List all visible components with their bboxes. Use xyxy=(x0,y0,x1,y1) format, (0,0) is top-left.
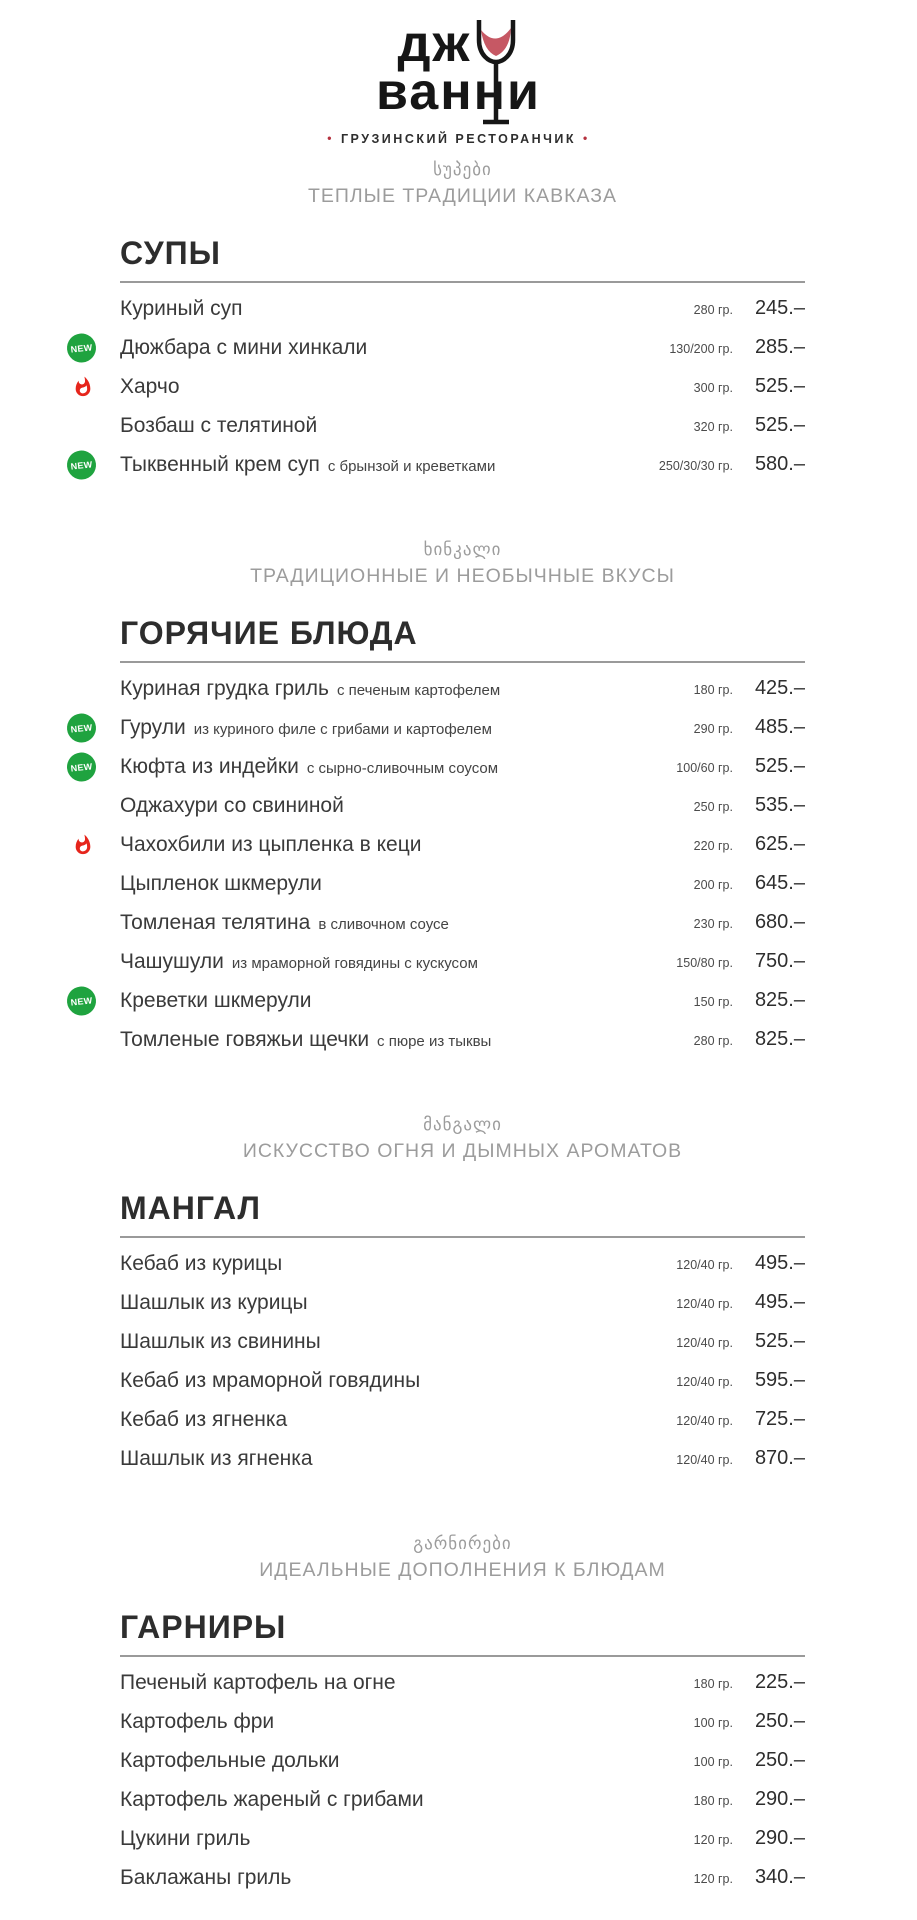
item-price: 535.– xyxy=(754,794,805,816)
logo-line1-text: дж xyxy=(397,15,472,73)
section-items xyxy=(70,669,805,1059)
item-name: Шашлык из свинины xyxy=(120,1329,321,1353)
item-weight: 120/40 гр. xyxy=(676,1297,733,1311)
item-price: 245.– xyxy=(754,297,805,319)
menu-item-row xyxy=(70,328,805,367)
tagline-right-dot: • xyxy=(583,131,590,145)
item-price: 825.– xyxy=(754,989,805,1011)
item-desc: с пюре из тыквы xyxy=(377,1032,492,1050)
menu-item-row xyxy=(120,1702,805,1741)
section-subtitle: ТЕПЛЫЕ ТРАДИЦИИ КАВКАЗА xyxy=(307,185,618,207)
menu-item-row xyxy=(120,825,805,864)
item-price: 495.– xyxy=(754,1291,805,1313)
menu-item-row xyxy=(120,289,805,328)
item-price: 250.– xyxy=(754,1710,805,1732)
item-name: Куриная грудка гриль xyxy=(120,676,329,700)
item-name: Тыквенный крем суп xyxy=(120,452,320,476)
item-price: 340.– xyxy=(754,1866,805,1888)
menu-item-row xyxy=(70,445,805,484)
item-price: 425.– xyxy=(754,677,805,699)
item-weight: 230 гр. xyxy=(693,917,733,931)
item-name: Шашлык из ягненка xyxy=(120,1446,313,1470)
section-group-header xyxy=(120,1534,805,1582)
item-price: 525.– xyxy=(754,755,805,777)
item-price: 625.– xyxy=(754,833,805,855)
section-title: МАНГАЛ xyxy=(120,1190,261,1226)
new-badge xyxy=(66,332,98,364)
section-georgian: სუპები xyxy=(433,160,492,179)
menu-item-row xyxy=(120,1741,805,1780)
wine-glass-icon xyxy=(473,18,519,130)
menu-item-row xyxy=(120,1020,805,1059)
menu-item-row xyxy=(120,406,805,445)
section-georgian: ხინკალი xyxy=(423,540,502,559)
item-weight: 150 гр. xyxy=(693,995,733,1009)
new-badge xyxy=(66,449,98,481)
item-name: Гурули xyxy=(120,715,186,739)
flame-icon xyxy=(72,374,94,400)
item-weight: 100/60 гр. xyxy=(676,761,733,775)
menu-section xyxy=(120,1534,805,1897)
item-price: 285.– xyxy=(754,336,805,358)
item-weight: 250 гр. xyxy=(693,800,733,814)
item-name: Кебаб из ягненка xyxy=(120,1407,288,1431)
item-name: Картофель фри xyxy=(120,1709,275,1733)
menu-sections xyxy=(70,160,805,1897)
item-weight: 120 гр. xyxy=(693,1833,733,1847)
item-weight: 120/40 гр. xyxy=(676,1258,733,1272)
item-name: Кебаб из курицы xyxy=(120,1251,283,1275)
item-weight: 280 гр. xyxy=(693,303,733,317)
item-name: Креветки шкмерули xyxy=(120,988,312,1012)
item-name: Куриный суп xyxy=(120,296,243,320)
item-price: 525.– xyxy=(754,414,805,436)
section-subtitle: ИДЕАЛЬНЫЕ ДОПОЛНЕНИЯ К БЛЮДАМ xyxy=(259,1559,666,1581)
section-items xyxy=(120,1663,805,1897)
logo-line2-text: ванни xyxy=(376,63,541,121)
menu-section xyxy=(70,160,805,484)
menu-item-row xyxy=(120,1819,805,1858)
menu-item-row xyxy=(120,942,805,981)
item-price: 750.– xyxy=(754,950,805,972)
item-name: Баклажаны гриль xyxy=(120,1865,292,1889)
item-price: 595.– xyxy=(754,1369,805,1391)
item-price: 485.– xyxy=(754,716,805,738)
item-weight: 180 гр. xyxy=(693,1794,733,1808)
section-title: СУПЫ xyxy=(120,235,221,271)
item-weight: 120/40 гр. xyxy=(676,1453,733,1467)
section-items xyxy=(70,289,805,484)
section-divider xyxy=(120,661,805,663)
item-weight: 250/30/30 гр. xyxy=(658,459,733,473)
item-weight: 220 гр. xyxy=(693,839,733,853)
new-badge-label: NEW xyxy=(70,760,93,773)
section-subtitle: ИСКУССТВО ОГНЯ И ДЫМНЫХ АРОМАТОВ xyxy=(242,1140,683,1162)
item-price: 290.– xyxy=(754,1827,805,1849)
item-name: Печеный картофель на огне xyxy=(120,1670,396,1694)
item-price: 825.– xyxy=(754,1028,805,1050)
item-weight: 130/200 гр. xyxy=(669,342,733,356)
new-badge-label: NEW xyxy=(70,994,93,1007)
item-weight: 320 гр. xyxy=(693,420,733,434)
menu-item-row xyxy=(120,786,805,825)
item-weight: 120/40 гр. xyxy=(676,1336,733,1350)
item-price: 580.– xyxy=(754,453,805,475)
item-name: Оджахури со свининой xyxy=(120,793,344,817)
item-price: 525.– xyxy=(754,1330,805,1352)
menu-item-row xyxy=(70,708,805,747)
item-weight: 100 гр. xyxy=(693,1755,733,1769)
item-desc: в сливочном соусе xyxy=(318,915,449,933)
section-divider xyxy=(120,1236,805,1238)
section-items xyxy=(120,1244,805,1478)
menu-item-row xyxy=(120,1858,805,1897)
tagline-text: ГРУЗИНСКИЙ РЕСТОРАНЧИК xyxy=(340,132,577,146)
item-name: Картофель жареный с грибами xyxy=(120,1787,424,1811)
menu-item-row xyxy=(120,1780,805,1819)
tagline-left-dot: • xyxy=(327,131,334,145)
item-desc: с сырно-сливочным соусом xyxy=(306,759,499,777)
item-weight: 180 гр. xyxy=(693,1677,733,1691)
item-weight: 150/80 гр. xyxy=(676,956,733,970)
new-badge-label: NEW xyxy=(70,458,93,471)
item-weight: 120/40 гр. xyxy=(676,1414,733,1428)
item-price: 225.– xyxy=(754,1671,805,1693)
item-weight: 100 гр. xyxy=(693,1716,733,1730)
item-name: Чашушули xyxy=(120,949,224,973)
new-badge-label: NEW xyxy=(70,341,93,354)
item-desc: с печеным картофелем xyxy=(336,681,501,699)
item-weight: 180 гр. xyxy=(693,683,733,697)
menu-item-row xyxy=(70,747,805,786)
menu-section xyxy=(120,1115,805,1478)
menu-section xyxy=(70,540,805,1059)
item-price: 290.– xyxy=(754,1788,805,1810)
item-price: 495.– xyxy=(754,1252,805,1274)
item-name: Цыпленок шкмерули xyxy=(120,871,322,895)
menu-item-row xyxy=(120,903,805,942)
menu-item-row xyxy=(120,1439,805,1478)
item-name: Бозбаш с телятиной xyxy=(120,413,318,437)
menu-item-row xyxy=(120,1663,805,1702)
menu-item-row xyxy=(120,864,805,903)
item-name: Чахохбили из цыпленка в кеци xyxy=(120,832,422,856)
item-name: Кебаб из мраморной говядины xyxy=(120,1368,421,1392)
item-price: 525.– xyxy=(754,375,805,397)
item-name: Картофельные дольки xyxy=(120,1748,340,1772)
item-name: Томленая телятина xyxy=(120,910,311,934)
item-name: Дюжбара с мини хинкали xyxy=(120,335,368,359)
item-price: 250.– xyxy=(754,1749,805,1771)
menu-item-row xyxy=(120,1400,805,1439)
item-weight: 120/40 гр. xyxy=(676,1375,733,1389)
item-price: 870.– xyxy=(754,1447,805,1469)
item-price: 645.– xyxy=(754,872,805,894)
menu-item-row xyxy=(120,1361,805,1400)
section-title: ГАРНИРЫ xyxy=(120,1609,287,1645)
item-desc: с брынзой и креветками xyxy=(327,457,496,475)
item-weight: 290 гр. xyxy=(693,722,733,736)
item-weight: 280 гр. xyxy=(693,1034,733,1048)
section-divider xyxy=(120,1655,805,1657)
section-group-header xyxy=(120,540,805,588)
new-badge-label: NEW xyxy=(70,721,93,734)
restaurant-logo xyxy=(376,15,541,121)
section-divider xyxy=(120,281,805,283)
item-price: 725.– xyxy=(754,1408,805,1430)
menu-item-row xyxy=(120,367,805,406)
menu-item-row xyxy=(120,1244,805,1283)
menu-item-row xyxy=(120,1322,805,1361)
section-group-header xyxy=(120,1115,805,1163)
section-group-header xyxy=(120,160,805,208)
section-georgian: გარნირები xyxy=(413,1534,512,1553)
restaurant-tagline xyxy=(0,132,917,146)
section-georgian: მანგალი xyxy=(423,1115,502,1134)
flame-icon xyxy=(72,832,94,858)
menu-item-row xyxy=(120,1283,805,1322)
item-name: Томленые говяжьи щечки xyxy=(120,1027,370,1051)
section-subtitle: ТРАДИЦИОННЫЕ И НЕОБЫЧНЫЕ ВКУСЫ xyxy=(250,565,675,587)
item-name: Харчо xyxy=(120,374,180,398)
item-desc: из куриного филе с грибами и картофелем xyxy=(193,720,492,738)
item-name: Кюфта из индейки xyxy=(120,754,299,778)
brand-header xyxy=(0,0,917,146)
item-weight: 120 гр. xyxy=(693,1872,733,1886)
new-badge xyxy=(66,712,98,744)
item-desc: из мраморной говядины с кускусом xyxy=(231,954,478,972)
item-name: Цукини гриль xyxy=(120,1826,251,1850)
menu-item-row xyxy=(70,981,805,1020)
section-title: ГОРЯЧИЕ БЛЮДА xyxy=(120,615,418,651)
item-weight: 200 гр. xyxy=(693,878,733,892)
new-badge xyxy=(66,985,98,1017)
item-name: Шашлык из курицы xyxy=(120,1290,308,1314)
menu-item-row xyxy=(120,669,805,708)
new-badge xyxy=(66,751,98,783)
item-price: 680.– xyxy=(754,911,805,933)
item-weight: 300 гр. xyxy=(693,381,733,395)
